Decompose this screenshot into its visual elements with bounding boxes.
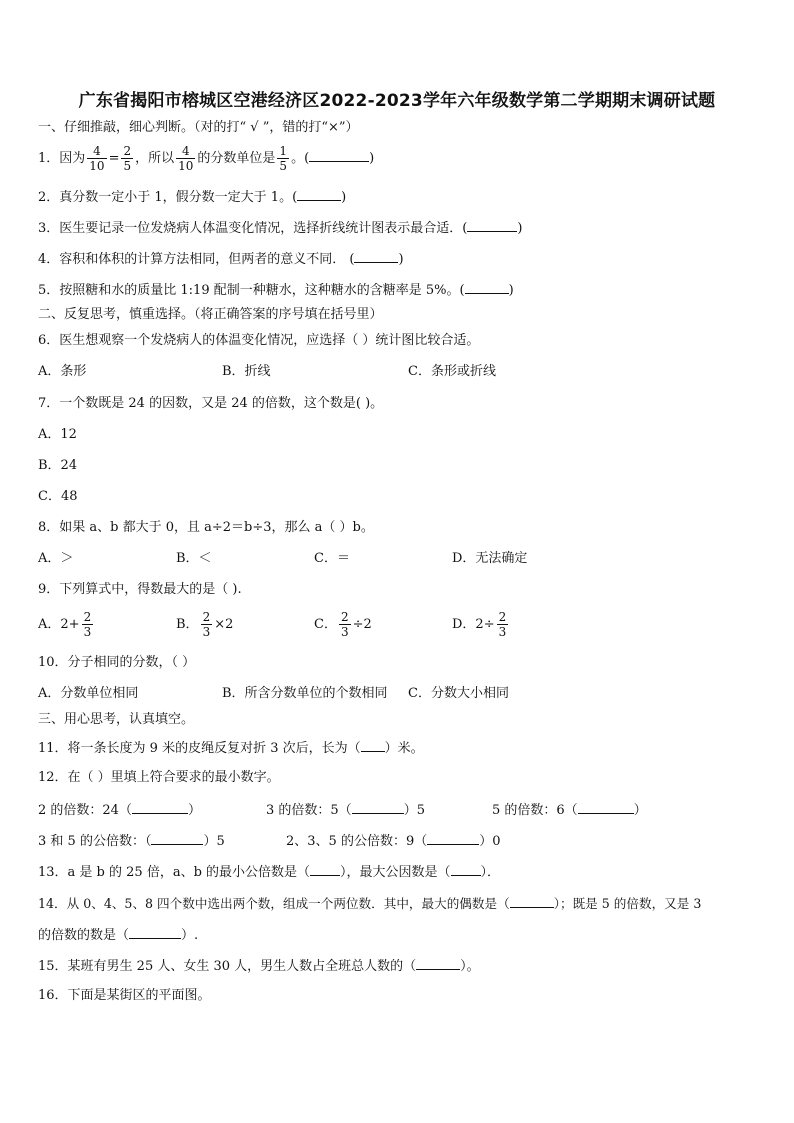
question-2: 2．真分数一定小于 1，假分数一定大于 1。( )	[38, 190, 347, 205]
answer-blank[interactable]	[297, 188, 341, 201]
option-c[interactable]: C． $\frac{2}{3}$ ÷2	[314, 610, 372, 639]
question-12: 12．在（ ）里填上符合要求的最小数字。	[38, 770, 280, 785]
option-a[interactable]: A．分数单位相同	[38, 686, 139, 701]
option-b[interactable]: B．24	[38, 458, 78, 473]
answer-blank[interactable]	[416, 957, 460, 970]
option-b[interactable]: B．折线	[222, 364, 271, 379]
question-14-continued: 的倍数的数是（ ）.	[38, 928, 199, 943]
answer-blank[interactable]	[510, 895, 554, 908]
answer-blank[interactable]	[467, 219, 517, 232]
answer-blank[interactable]	[427, 832, 479, 845]
option-c[interactable]: C．分数大小相同	[408, 686, 509, 701]
fraction: $\frac{2}{3}$	[202, 610, 211, 639]
section-3-heading: 三、用心思考，认真填空。	[38, 712, 195, 727]
option-d[interactable]: D．无法确定	[452, 551, 528, 566]
fraction: $\frac{2}{3}$	[498, 610, 507, 639]
option-c[interactable]: C．＝	[314, 551, 350, 566]
section-1-heading: 一、仔细推敲，细心判断。（对的打“ √ ”，错的打“×”）	[38, 120, 359, 135]
fraction: $\frac{2}{3}$	[340, 610, 349, 639]
question-6: 6．医生想观察一个发烧病人的体温变化情况，应选择（ ）统计图比较合适。	[38, 333, 480, 348]
question-16: 16．下面是某街区的平面图。	[38, 988, 211, 1003]
answer-blank[interactable]	[354, 250, 398, 263]
question-13: 13．a 是 b 的 25 倍，a、b 的最小公倍数是（ ），最大公因数是（ ）．	[38, 865, 501, 880]
option-c[interactable]: C．48	[38, 489, 78, 504]
question-7: 7．一个数既是 24 的因数，又是 24 的倍数，这个数是( )。	[38, 396, 384, 411]
answer-blank[interactable]	[309, 149, 369, 162]
answer-blank[interactable]	[465, 281, 509, 294]
question-15: 15．某班有男生 25 人、女生 30 人，男生人数占全班总人数的（ ）。	[38, 959, 480, 974]
section-2-heading: 二、反复思考，慎重选择。（将正确答案的序号填在括号里）	[38, 307, 383, 322]
question-14: 14．从 0、4、5、8 四个数中选出两个数，组成一个两位数．其中，最大的偶数是（ ）；既是 5 的倍数，又是 3	[38, 896, 702, 911]
answer-blank[interactable]	[310, 863, 340, 876]
option-c[interactable]: C．条形或折线	[408, 364, 496, 379]
answer-blank[interactable]	[361, 739, 385, 752]
answer-blank[interactable]	[129, 926, 181, 939]
question-12-item: 2、3、5 的公倍数：9（ ）0	[286, 834, 501, 849]
question-12-item: 2 的倍数：24（ ）	[38, 803, 201, 818]
question-11: 11．将一条长度为 9 米的皮绳反复对折 3 次后，长为（ ）米。	[38, 741, 424, 756]
answer-blank[interactable]	[451, 863, 481, 876]
option-b[interactable]: B．＜	[176, 551, 212, 566]
option-b[interactable]: B．所含分数单位的个数相同	[222, 686, 388, 701]
answer-blank[interactable]	[132, 801, 188, 814]
fraction: $\frac{4}{10}$	[89, 144, 105, 173]
page-title: 广东省揭阳市榕城区空港经济区2022-2023学年六年级数学第二学期期末调研试题	[78, 91, 716, 111]
fraction: $\frac{2}{3}$	[83, 610, 92, 639]
option-d[interactable]: D．2÷ $\frac{2}{3}$	[452, 610, 507, 639]
question-4: 4．容积和体积的计算方法相同，但两者的意义不同． ( )	[38, 252, 404, 267]
option-a[interactable]: A．＞	[38, 551, 74, 566]
answer-blank[interactable]	[578, 801, 634, 814]
question-12-item: 3 和 5 的公倍数：（ ）5	[38, 834, 225, 849]
question-3: 3．医生要记录一位发烧病人体温变化情况，选择折线统计图表示最合适．( )	[38, 221, 523, 236]
option-b[interactable]: B． $\frac{2}{3}$ ×2	[176, 610, 234, 639]
question-5: 5．按照糖和水的质量比 1:19 配制一种糖水，这种糖水的含糖率是 5%。( )	[38, 283, 514, 298]
option-a[interactable]: A．2+ $\frac{2}{3}$	[38, 610, 92, 639]
fraction: $\frac{2}{5}$	[123, 144, 132, 173]
question-12-item: 3 的倍数：5（ ）5	[266, 803, 425, 818]
question-8: 8．如果 a、b 都大于 0，且 a÷2＝b÷3，那么 a（ ）b。	[38, 520, 374, 535]
question-10: 10．分子相同的分数，（ ）	[38, 655, 196, 670]
fraction: $\frac{1}{5}$	[279, 144, 288, 173]
option-a[interactable]: A．条形	[38, 364, 87, 379]
option-a[interactable]: A．12	[38, 427, 77, 442]
fraction: $\frac{4}{10}$	[178, 144, 194, 173]
question-9: 9．下列算式中，得数最大的是（ ).	[38, 582, 242, 597]
answer-blank[interactable]	[151, 832, 203, 845]
question-12-item: 5 的倍数：6（ ）	[492, 803, 647, 818]
question-1: 1．因为 $\frac{4}{10}$ = $\frac{2}{5}$ ，所以 $\frac{4}{10}$ 的分数单位是 $\frac{1}{5}$ 。( )	[38, 144, 375, 173]
answer-blank[interactable]	[352, 801, 404, 814]
